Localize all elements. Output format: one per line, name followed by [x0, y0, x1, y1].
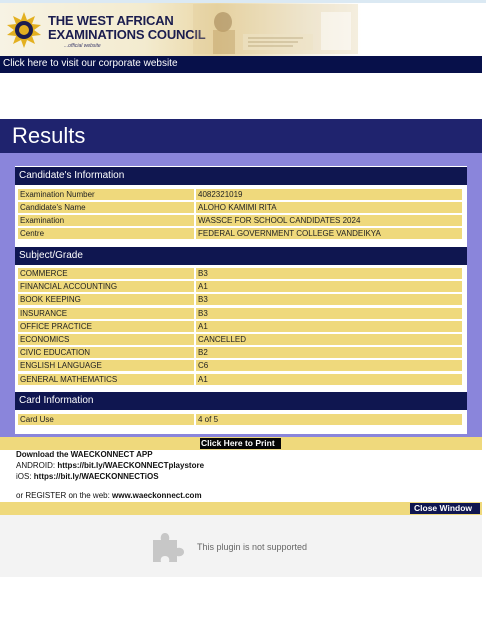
org-name-line1: THE WEST AFRICAN [48, 13, 174, 28]
card-use-label: Card Use [20, 415, 54, 424]
subject-name: INSURANCE [20, 309, 68, 318]
candidate-info-heading: Candidate's Information [19, 170, 125, 181]
grade-row [18, 308, 462, 319]
close-window-label: Close Window [414, 503, 473, 513]
card-row [18, 414, 462, 425]
subject-name: GENERAL MATHEMATICS [20, 375, 118, 384]
candidate-row [18, 202, 462, 213]
grade-row [18, 347, 462, 358]
plugin-not-supported-text: This plugin is not supported [197, 542, 308, 552]
subject-name: CIVIC EDUCATION [20, 348, 91, 357]
register-label: or REGISTER on the web: [16, 491, 113, 500]
subject-grade-heading: Subject/Grade [19, 250, 83, 261]
subject-name: ECONOMICS [20, 335, 70, 344]
card-info-heading: Card Information [19, 395, 94, 406]
corporate-website-link[interactable]: Click here to visit our corporate website [3, 58, 178, 69]
grade-row [18, 321, 462, 332]
grade-row [18, 374, 462, 385]
subject-name: BOOK KEEPING [20, 295, 81, 304]
org-name [48, 14, 206, 42]
candidate-label: Candidate's Name [20, 203, 86, 212]
download-title [16, 450, 153, 459]
grade-row [18, 334, 462, 345]
grade-row [18, 281, 462, 292]
subject-grade-header [15, 247, 467, 265]
subject-grade: A1 [198, 375, 208, 384]
grade-row [18, 360, 462, 371]
grade-row [18, 294, 462, 305]
subject-name: FINANCIAL ACCOUNTING [20, 282, 118, 291]
candidate-value: 4082321019 [198, 190, 243, 199]
close-window-button[interactable] [410, 503, 480, 514]
subject-name: OFFICE PRACTICE [20, 322, 93, 331]
subject-grade: B3 [198, 309, 208, 318]
register-line [16, 491, 202, 500]
waec-seal-icon [6, 12, 42, 48]
org-tagline: ...official website [64, 43, 101, 49]
candidate-value: ALOHO KAMIMI RITA [198, 203, 277, 212]
subject-grade: B2 [198, 348, 208, 357]
candidate-row [18, 215, 462, 226]
subject-grade: A1 [198, 322, 208, 331]
android-label: ANDROID: [16, 461, 58, 470]
card-use-value: 4 of 5 [198, 415, 219, 424]
card-info-header [15, 392, 467, 410]
candidate-value: FEDERAL GOVERNMENT COLLEGE VANDEIKYA [198, 229, 381, 238]
subject-grade: B3 [198, 269, 208, 278]
subject-name: COMMERCE [20, 269, 68, 278]
subject-grade: CANCELLED [198, 335, 247, 344]
candidate-label: Examination Number [20, 190, 95, 199]
puzzle-piece-icon [151, 531, 185, 563]
download-title-text: Download the WAECKONNECT APP [16, 450, 153, 459]
candidate-label: Centre [20, 229, 45, 238]
register-link[interactable]: www.waeckonnect.com [112, 491, 202, 500]
candidate-label: Examination [20, 216, 65, 225]
ios-label: iOS: [16, 472, 34, 481]
header-photo [193, 4, 358, 54]
subject-name: ENGLISH LANGUAGE [20, 361, 102, 370]
ios-line [16, 472, 159, 481]
org-name-line2: EXAMINATIONS COUNCIL [48, 27, 206, 42]
ios-link[interactable]: https://bit.ly/WAECKONNECTiOS [33, 472, 159, 481]
candidate-value: WASSCE FOR SCHOOL CANDIDATES 2024 [198, 216, 361, 225]
subject-grade: C6 [198, 361, 209, 370]
results-title: Results [12, 123, 86, 148]
print-button[interactable] [200, 438, 281, 449]
subject-grade: A1 [198, 282, 208, 291]
android-link[interactable]: https://bit.ly/WAECKONNECTplaystore [57, 461, 205, 470]
candidate-row [18, 189, 462, 200]
android-line [16, 461, 204, 470]
print-button-label: Click Here to Print [201, 438, 275, 448]
candidate-row [18, 228, 462, 239]
subject-grade: B3 [198, 295, 208, 304]
candidate-info-header [15, 167, 467, 185]
grade-row [18, 268, 462, 279]
